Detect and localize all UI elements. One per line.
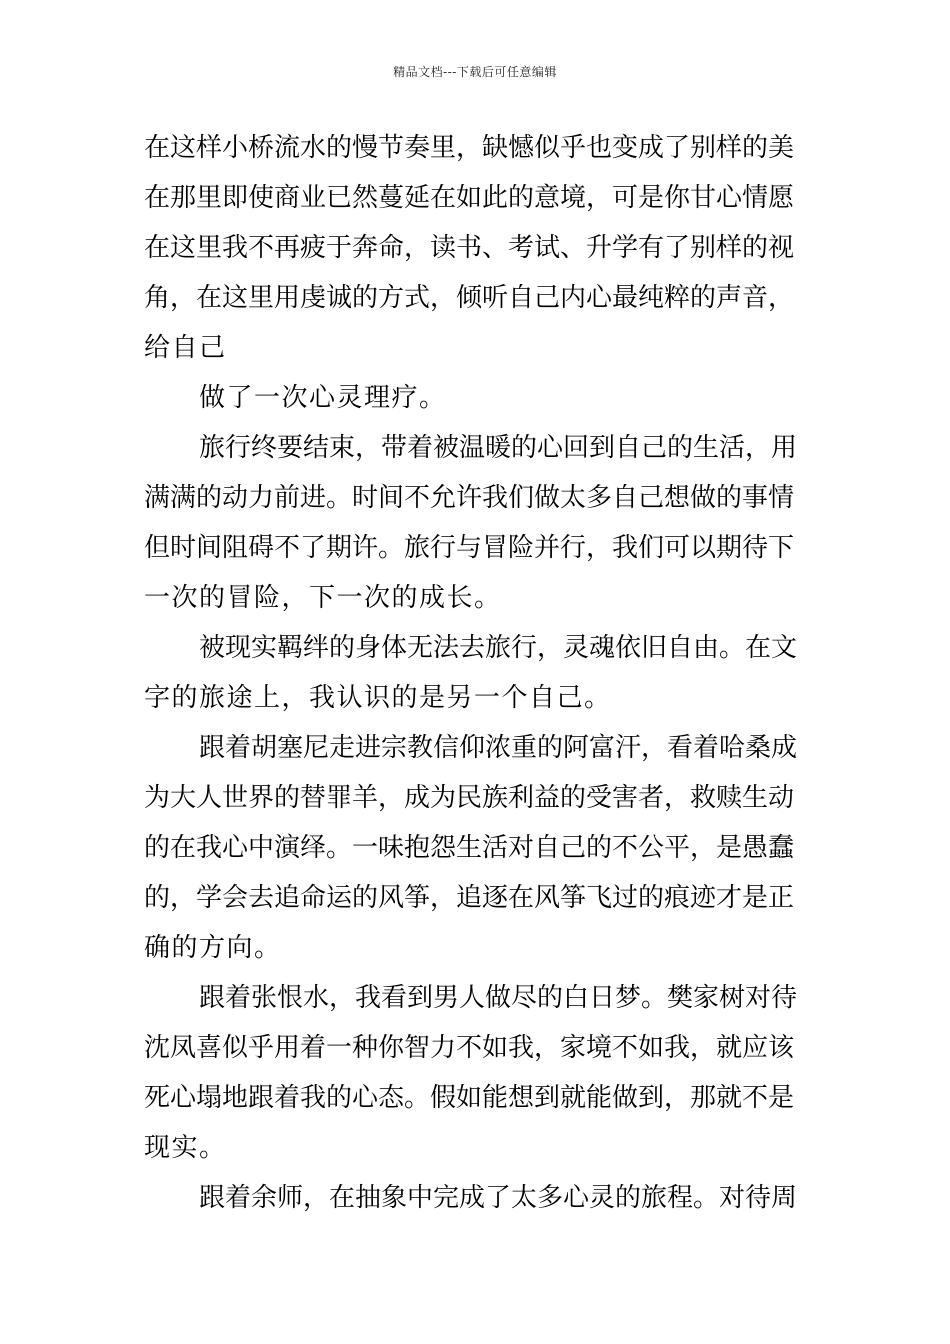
text-line: 跟着余师，在抽象中完成了太多心灵的旅程。对待周	[199, 1183, 798, 1213]
document-body	[144, 128, 824, 1228]
text-line: 一次的冒险，下一次的成长。	[144, 583, 502, 613]
text-line: 给自己	[144, 333, 227, 363]
text-line: 满满的动力前进。时间不允许我们做太多自己想做的事情	[144, 483, 795, 513]
text-line: 现实。	[144, 1133, 227, 1163]
text-line: 沈凤喜似乎用着一种你智力不如我，家境不如我，就应该	[144, 1033, 795, 1063]
text-line: 在这里我不再疲于奔命，读书、考试、升学有了别样的视	[144, 233, 795, 263]
text-line: 死心塌地跟着我的心态。假如能想到就能做到，那就不是	[144, 1083, 795, 1113]
text-line: 为大人世界的替罪羊，成为民族利益的受害者，救赎生动	[144, 783, 795, 813]
text-line: 在那里即使商业已然蔓延在如此的意境，可是你甘心情愿	[144, 183, 795, 213]
text-line: 做了一次心灵理疗。	[199, 383, 447, 413]
text-line: 的在我心中演绎。一味抱怨生活对自己的不公平，是愚蠢	[144, 833, 795, 863]
text-line: 但时间阻碍不了期许。旅行与冒险并行，我们可以期待下	[144, 533, 795, 563]
text-line: 跟着胡塞尼走进宗教信仰浓重的阿富汗，看着哈桑成	[199, 733, 798, 763]
text-line: 角，在这里用虔诚的方式，倾听自己内心最纯粹的声音，	[144, 283, 795, 313]
text-line: 的，学会去追命运的风筝，追逐在风筝飞过的痕迹才是正	[144, 883, 795, 913]
text-line: 确的方向。	[144, 933, 282, 963]
text-line: 跟着张恨水，我看到男人做尽的白日梦。樊家树对待	[199, 983, 798, 1013]
text-line: 被现实羁绊的身体无法去旅行，灵魂依旧自由。在文	[199, 633, 798, 663]
text-line: 旅行终要结束，带着被温暖的心回到自己的生活，用	[199, 433, 798, 463]
text-line: 字的旅途上，我认识的是另一个自己。	[144, 683, 612, 713]
page-header: 精品文档---下载后可任意编辑	[393, 65, 557, 79]
text-line: 在这样小桥流水的慢节奏里，缺憾似乎也变成了别样的美	[144, 133, 795, 163]
